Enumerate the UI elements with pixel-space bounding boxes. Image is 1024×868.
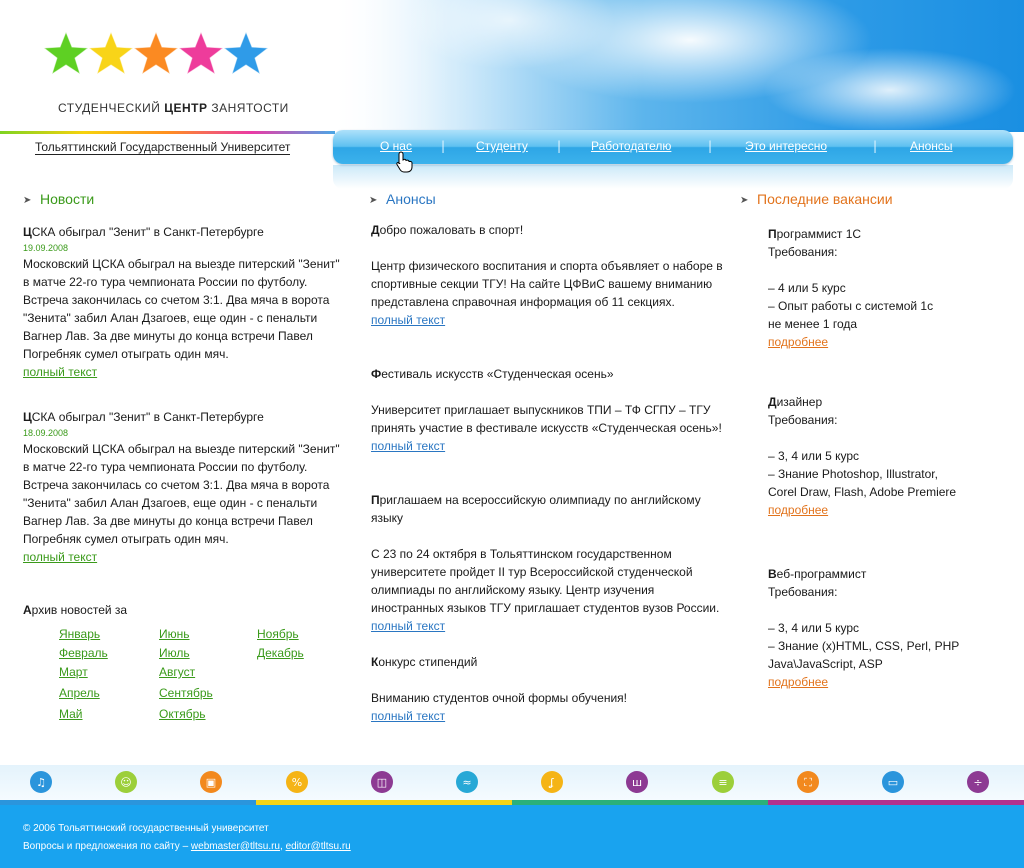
webmaster-email-link[interactable]: webmaster@tltsu.ru	[190, 841, 280, 852]
announcement-more-link[interactable]: полный текст	[371, 439, 446, 453]
archive-label	[23, 601, 127, 619]
news-text: Московский ЦСКА обыграл на выезде питерский "Зенит" в матче 22-го тура чемпионата России по футболу. Встреча закончилась со счетом 3:1. Два мяча в ворота "Зенита" забил Алан Дзагоев, еще один - с пенальти Вагнер Лав. За две минуты до конца встречи Павел Погребняк сумел отыграть один мяч.	[23, 442, 340, 546]
nav-separator: |	[441, 139, 446, 153]
announcement-title-initial: Ф	[371, 367, 382, 381]
logo[interactable]	[40, 30, 289, 125]
vacancy-title-initial: В	[768, 567, 777, 581]
news-date: 19.09.2008	[23, 243, 69, 253]
vacancy-requirement: – Знание (x)HTML, CSS, Perl, PHP	[768, 639, 960, 653]
vacancy-title	[768, 225, 1008, 243]
announcement-title-rest: обро пожаловать в спорт!	[379, 223, 524, 237]
archive-month-august[interactable]: Август	[159, 665, 196, 679]
vacancy-more-link[interactable]: подробнее	[768, 335, 829, 349]
music-icon[interactable]: ♫	[30, 771, 52, 793]
news-item	[23, 408, 348, 566]
rainbow-line	[0, 131, 335, 134]
footer	[0, 805, 1024, 868]
nav-item-employer[interactable]: Работодателю	[591, 139, 672, 153]
archive-month-october[interactable]: Октябрь	[159, 707, 206, 721]
vacancy-title	[768, 393, 1008, 411]
vacancy-requirement: не менее 1 года	[768, 317, 858, 331]
star-icon-yellow	[87, 30, 135, 78]
divide-icon[interactable]: ÷	[967, 771, 989, 793]
archive-month-march[interactable]: Март	[59, 665, 88, 679]
announcement-title-rest: естиваль искусств «Студенческая осень»	[381, 367, 614, 381]
bars-icon[interactable]: ш	[626, 771, 648, 793]
arrow-icon: ➤	[369, 195, 378, 206]
smiley-icon[interactable]: ☺	[115, 771, 137, 793]
announcement-title	[371, 365, 723, 383]
announcement-more-link[interactable]: полный текст	[371, 313, 446, 327]
announcements-heading-label: Анонсы	[386, 191, 436, 207]
star-icon-green	[42, 30, 90, 78]
news-title-rest: СКА обыграл "Зенит" в Санкт-Петербурге	[31, 225, 264, 239]
arrow-icon: ➤	[23, 195, 32, 206]
star-icon-orange	[132, 30, 180, 78]
news-heading	[23, 191, 94, 207]
archive-label-rest: рхив новостей за	[31, 603, 128, 617]
sky-fade	[330, 0, 450, 132]
vacancy-requirement: – Знание Photoshop, Illustrator,	[768, 467, 938, 481]
vacancy-title-rest: изайнер	[776, 395, 823, 409]
announcement-item	[371, 221, 723, 329]
vacancy-title-initial: Д	[768, 395, 777, 409]
editor-email-link[interactable]: editor@tltsu.ru	[285, 841, 351, 852]
vacancy-requirement: Java\JavaScript, ASP	[768, 657, 883, 671]
vacancy-title-rest: рограммист 1С	[776, 227, 862, 241]
announcement-text: Вниманию студентов очной формы обучения!	[371, 691, 628, 705]
vacancy-requirement: – Опыт работы с системой 1с	[768, 299, 934, 313]
copyright: © 2006 Тольяттинский государственный университет	[23, 823, 269, 834]
vacancy-more-link[interactable]: подробнее	[768, 675, 829, 689]
news-title-rest: СКА обыграл "Зенит" в Санкт-Петербурге	[31, 410, 264, 424]
announcements-heading	[369, 191, 436, 207]
news-more-link[interactable]: полный текст	[23, 365, 98, 379]
vacancy-item	[768, 225, 1008, 351]
percent-icon[interactable]: %	[286, 771, 308, 793]
vacancy-title-rest: еб-программист	[776, 567, 867, 581]
archive-month-november[interactable]: Ноябрь	[257, 627, 299, 641]
archive-month-december[interactable]: Декабрь	[257, 646, 304, 660]
vacancy-title-initial: П	[768, 227, 777, 241]
contact-line	[23, 840, 351, 853]
announcement-title-initial: К	[371, 655, 379, 669]
bracket-icon[interactable]: ◫	[371, 771, 393, 793]
nav-separator: |	[708, 139, 713, 153]
news-title-initial: Ц	[23, 225, 32, 239]
archive-month-february[interactable]: Февраль	[59, 646, 108, 660]
arrow-icon: ➤	[740, 195, 749, 206]
save-icon[interactable]: ▭	[882, 771, 904, 793]
announcement-item	[371, 653, 723, 725]
announcement-title	[371, 221, 723, 239]
archive-month-september[interactable]: Сентябрь	[159, 686, 213, 700]
contact-label: Вопросы и предложения по сайту –	[23, 841, 189, 852]
nav-item-announcements[interactable]: Анонсы	[910, 139, 953, 153]
square-icon[interactable]: ▣	[200, 771, 222, 793]
swirl-icon[interactable]: ʆ	[541, 771, 563, 793]
announcement-text: Университет приглашает выпускников ТПИ – ТФ СГПУ – ТГУ принять участие в фестивале искусств «Студенческая осень»!	[371, 403, 722, 435]
announcement-title-initial: Д	[371, 223, 380, 237]
icons-band	[0, 765, 1024, 800]
archive-month-may[interactable]: Май	[59, 707, 83, 721]
star-icon-pink	[177, 30, 225, 78]
vacancies-heading	[740, 191, 893, 207]
vacancy-requirement: – 3, 4 или 5 курс	[768, 449, 860, 463]
star-icon-blue	[222, 30, 270, 78]
announcement-text: С 23 по 24 октября в Тольяттинском государственном университете пройдет II тур Всероссийской студенческой олимпиады по английскому языку. Центр изучения иностранных языков ТГУ приглашает студентов вузов России.	[371, 547, 720, 615]
vacancy-item	[768, 393, 1008, 519]
nav-item-student[interactable]: Студенту	[476, 139, 528, 153]
main-nav	[333, 130, 1013, 164]
vacancy-title	[768, 565, 1008, 583]
nav-separator: |	[557, 139, 562, 153]
vacancy-requirements-label: Требования:	[768, 413, 838, 427]
announcement-more-link[interactable]: полный текст	[371, 619, 446, 633]
archive-month-april[interactable]: Апрель	[59, 686, 100, 700]
nav-separator: |	[873, 139, 878, 153]
email-separator: ,	[280, 841, 283, 852]
announcement-title-initial: П	[371, 493, 380, 507]
vacancy-requirement: – 3, 4 или 5 курс	[768, 621, 860, 635]
announcement-more-link[interactable]: полный текст	[371, 709, 446, 723]
news-title	[23, 223, 348, 241]
lines-icon[interactable]: ≡	[712, 771, 734, 793]
announcement-title-rest: онкурс стипендий	[378, 655, 478, 669]
archive-month-june[interactable]: Июнь	[159, 627, 190, 641]
news-item	[23, 223, 348, 381]
logo-text-bold: ЦЕНТР	[164, 101, 208, 115]
nav-item-interesting[interactable]: Это интересно	[745, 139, 828, 153]
announcement-title-rest: риглашаем на всероссийскую олимпиаду по английскому языку	[371, 493, 701, 525]
announcement-text: Центр физического воспитания и спорта объявляет о наборе в спортивные секции ТГУ! На сайте ЦФВиС вашему вниманию представлена справочная информация об 11 секциях.	[371, 259, 723, 309]
archive-month-july[interactable]: Июль	[159, 646, 190, 660]
nav-item-about[interactable]: О нас	[380, 139, 412, 153]
hand-cursor-icon	[395, 151, 413, 173]
announcement-item	[371, 365, 723, 455]
nav-reflection	[333, 165, 1013, 189]
logo-text-right: ЗАНЯТОСТИ	[211, 101, 289, 115]
vacancies-heading-label: Последние вакансии	[757, 191, 893, 207]
vacancy-requirement: – 4 или 5 курс	[768, 281, 846, 295]
vacancy-requirements-label: Требования:	[768, 245, 838, 259]
announcement-title	[371, 491, 723, 527]
announcement-title	[371, 653, 723, 671]
vacancy-requirement: Corel Draw, Flash, Adobe Premiere	[768, 485, 957, 499]
university-link[interactable]: Тольяттинский Государственный Университет	[35, 140, 291, 154]
vacancy-more-link[interactable]: подробнее	[768, 503, 829, 517]
announcement-item	[371, 491, 723, 635]
news-heading-label: Новости	[40, 191, 95, 207]
news-more-link[interactable]: полный текст	[23, 550, 98, 564]
vacancy-item	[768, 565, 1008, 691]
logo-text-left: СТУДЕНЧЕСКИЙ	[58, 101, 161, 115]
news-text: Московский ЦСКА обыграл на выезде питерский "Зенит" в матче 22-го тура чемпионата России по футболу. Встреча закончилась со счетом 3:1. Два мяча в ворота "Зенита" забил Алан Дзагоев, еще один - с пенальти Вагнер Лав. За две минуты до конца встречи Павел Погребняк сумел отыграть один мяч.	[23, 257, 340, 361]
vacancy-requirements-label: Требования:	[768, 585, 838, 599]
logo-text	[58, 101, 289, 115]
wave-icon[interactable]: ≈	[456, 771, 478, 793]
news-title	[23, 408, 348, 426]
archive-month-january[interactable]: Январь	[59, 627, 101, 641]
news-title-initial: Ц	[23, 410, 32, 424]
frame-icon[interactable]: ⛶	[797, 771, 819, 793]
archive-label-initial: А	[23, 603, 32, 617]
header	[0, 0, 1024, 190]
news-date: 18.09.2008	[23, 428, 69, 438]
